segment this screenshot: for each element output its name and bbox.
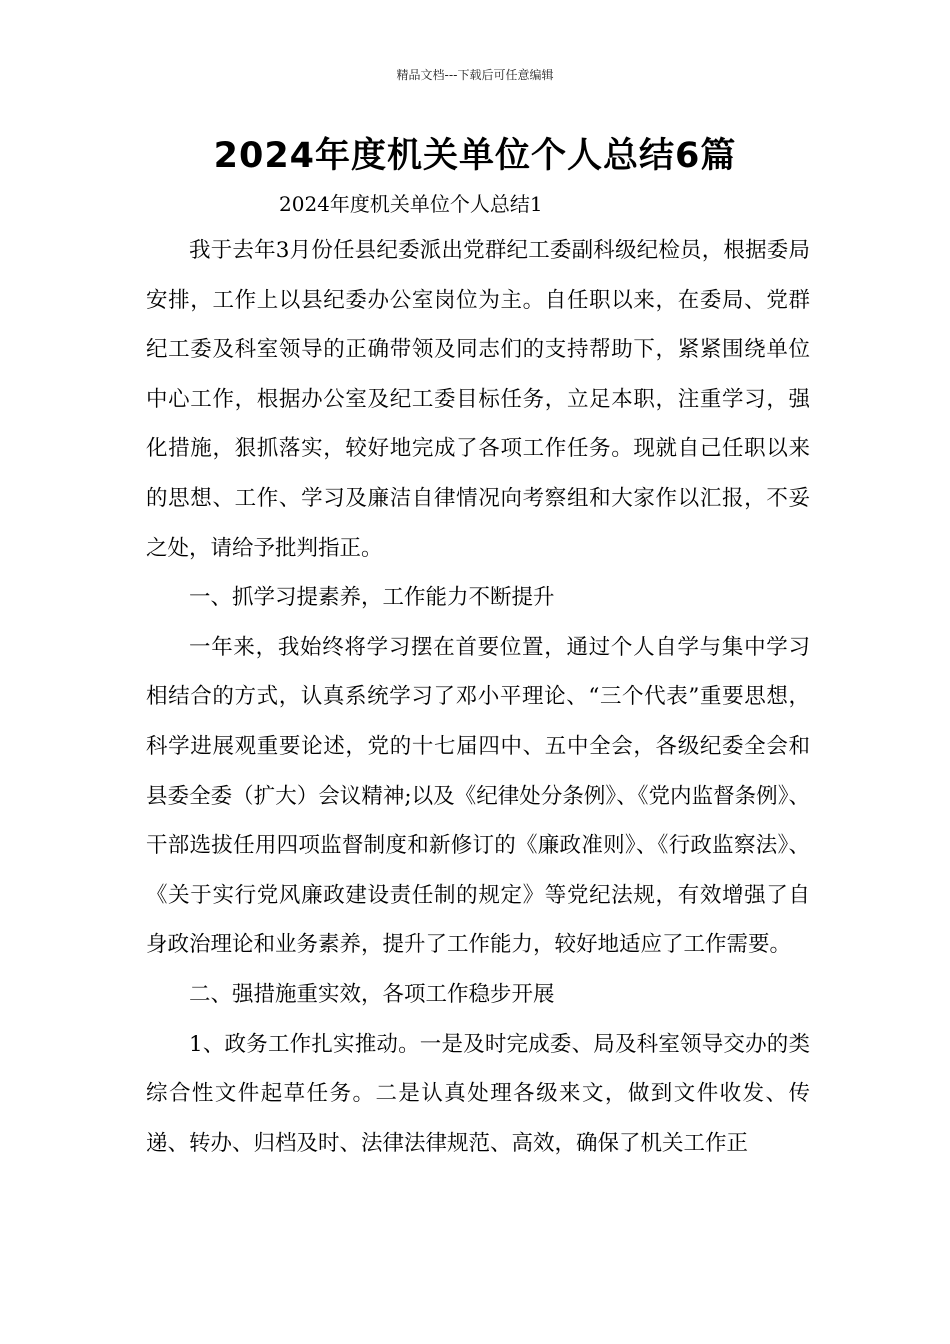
document-body (146, 226, 810, 1168)
section-heading-2: 二、强措施重实效，各项工作稳步开展 (189, 981, 555, 1007)
header-note: 精品文档---下载后可任意编辑 (396, 68, 554, 82)
document-title: 2024年度机关单位个人总结6篇 (213, 136, 737, 176)
section-subtitle: 2024年度机关单位个人总结1 (279, 192, 543, 216)
section-heading-1: 一、抓学习提素养，工作能力不断提升 (189, 585, 555, 611)
paragraph-work: 1、政务工作扎实推动。一是及时完成委、局及科室领导交办的类综合性文件起草任务。二是认真处理各级来文，做到文件收发、传递、转办、归档及时、法律法律规范、高效，确保了机关工作正 (146, 1031, 810, 1156)
paragraph-intro: 我于去年3月份任县纪委派出党群纪工委副科级纪检员，根据委局安排，工作上以县纪委办公室岗位为主。自任职以来，在委局、党群纪工委及科室领导的正确带领及同志们的支持帮助下，紧紧围绕单位中心工作，根据办公室及纪工委目标任务，立足本职，注重学习，强化措施，狠抓落实，较好地完成了各项工作任务。现就自己任职以来的思想、工作、学习及廉洁自律情况向考察组和大家作以汇报，不妥之处，请给予批判指正。 (146, 238, 810, 561)
paragraph-study: 一年来，我始终将学习摆在首要位置，通过个人自学与集中学习相结合的方式，认真系统学习了邓小平理论、“三个代表”重要思想，科学进展观重要论述，党的十七届四中、五中全会，各级纪委全会和县委全委（扩大）会议精神;以及《纪律处分条例》、《党内监督条例》、干部选拔任用四项监督制度和新修订的《廉政准则》、《行政监察法》、《关于实行党风廉政建设责任制的规定》等党纪法规，有效增强了自身政治理论和业务素养，提升了工作能力，较好地适应了工作需要。 (146, 634, 810, 958)
